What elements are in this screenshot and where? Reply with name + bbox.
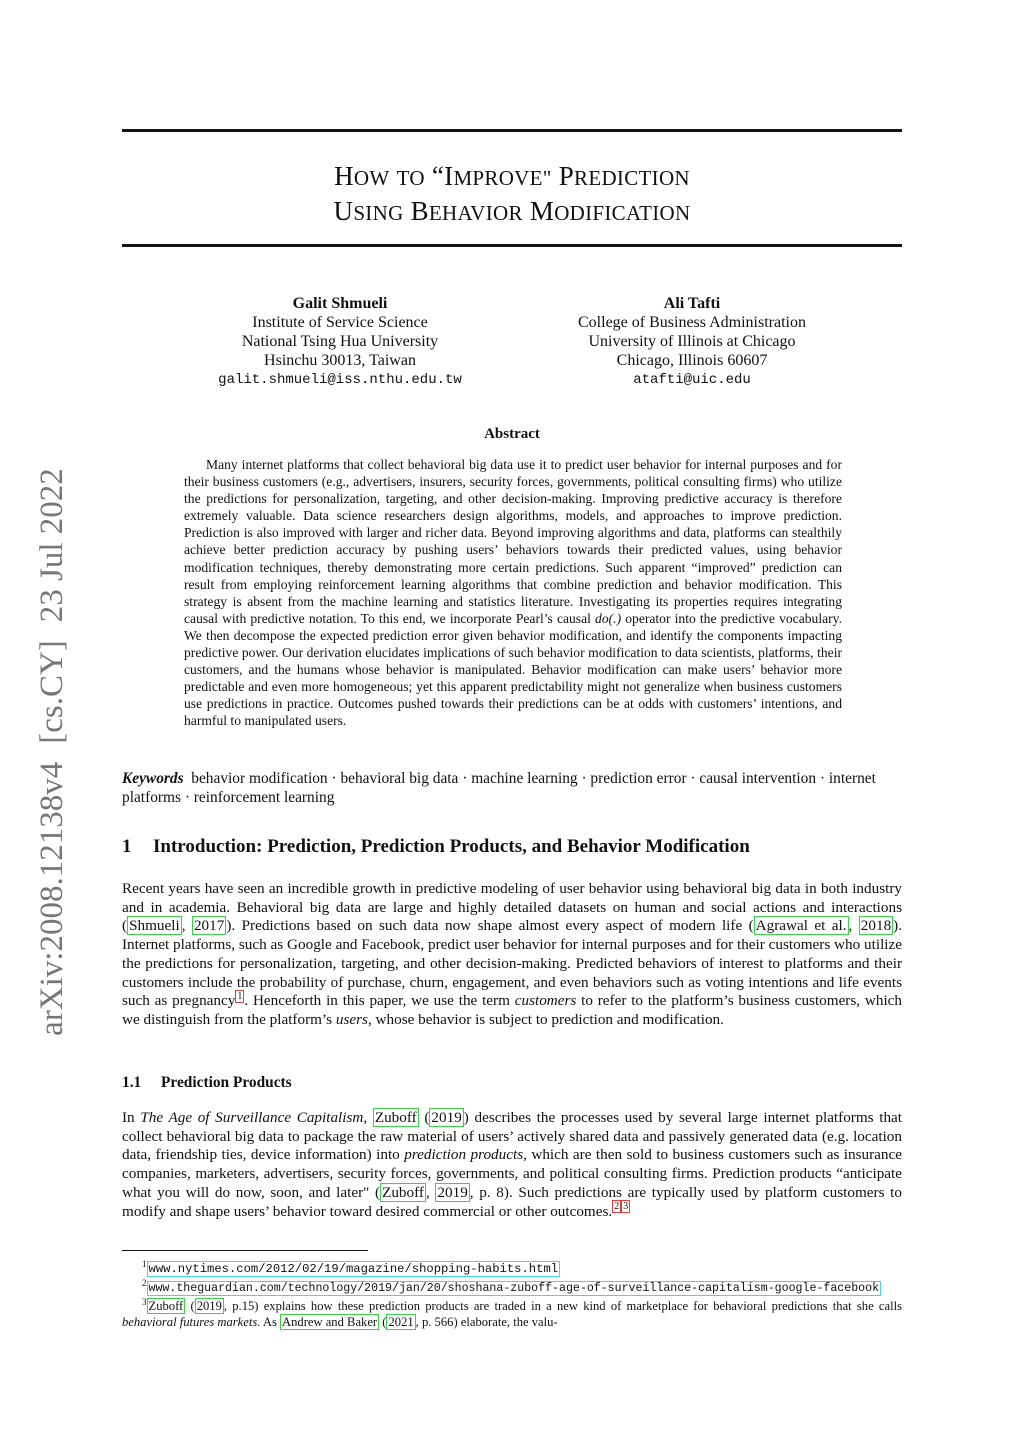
text-run: (: [185, 1299, 195, 1314]
arxiv-category: [cs.CY]: [34, 640, 70, 744]
abstract-heading: Abstract: [484, 426, 540, 442]
citation-link[interactable]: 2017: [193, 917, 225, 935]
citation-link[interactable]: 2019: [431, 1109, 462, 1126]
author-location: Chicago, Illinois 60607: [616, 352, 768, 369]
citation-link[interactable]: 2021: [388, 1315, 414, 1330]
author-affiliation: National Tsing Hua University: [241, 333, 439, 350]
title-rule-top: [122, 129, 902, 132]
author-block-1: [190, 294, 490, 390]
text-run: to refer to the platform’s business customers, which we distinguish from the platform’s: [122, 992, 902, 1028]
text-run: In: [122, 1109, 141, 1126]
footnote-1: [122, 1256, 922, 1277]
subsection-number: 1.1: [122, 1074, 142, 1091]
author-block-2: [542, 294, 842, 390]
citation-link[interactable]: Zuboff: [148, 1299, 184, 1314]
author-affiliation: College of Business Administration: [578, 314, 806, 331]
abstract-text: [184, 456, 842, 730]
text-run: . Henceforth in this paper, we use the term: [244, 992, 515, 1010]
text-run: ,: [363, 1109, 373, 1126]
abstract-part: operator into the predictive vocabulary. We then decompose the expected prediction error given behavior modification, and identify the components impacting predictive power. Our derivation elucidates implications of such behavior modification to data scientists, platforms, their customers, and the humans whose behavior is manipulated. Behavior modification can make users’ behavior more predictable and even more homogeneous; yet this apparent predictability might not generalize when business customers use predictions in practice. Outcomes pushed towards their predictions can be at odds with customers’ intentions, and harmful to manipulated users.: [184, 610, 842, 729]
text-run: ,: [848, 917, 859, 935]
footnote-ref[interactable]: 1: [237, 991, 243, 1003]
footnote-mark: 3: [142, 1297, 147, 1307]
emphasis: behavioral futures markets: [122, 1315, 258, 1330]
footnote-ref[interactable]: 3: [623, 1201, 629, 1213]
footnote-3: [122, 1294, 902, 1330]
title-line-1: HOW TO “IMPROVE" PREDICTION: [334, 161, 690, 191]
text-run: (: [379, 1315, 387, 1330]
footnote-url[interactable]: www.nytimes.com/2012/02/19/magazine/shopping-habits.html: [148, 1262, 559, 1277]
citation-link[interactable]: 2018: [860, 917, 892, 935]
arxiv-id: arXiv:2008.12138v4: [34, 761, 70, 1036]
text-run: , p.15) explains how these prediction products are traded in a new kind of marketplace for behavioral predictions that she calls: [223, 1299, 902, 1314]
footnote-url[interactable]: www.theguardian.com/technology/2019/jan/20/shoshana-zuboff-age-of-surveillance-capitalism-google-facebook: [148, 1282, 880, 1296]
citation-link[interactable]: Zuboff: [374, 1109, 417, 1126]
citation-link[interactable]: Andrew and Baker: [282, 1315, 378, 1330]
footnote-rule: [122, 1250, 368, 1251]
subsection-heading: [122, 1074, 902, 1092]
section-title: Introduction: Prediction, Prediction Products, and Behavior Modification: [153, 836, 750, 857]
keywords-list: behavior modification · behavioral big data · machine learning · prediction error · causal intervention · internet platforms · reinforcement learning: [122, 770, 876, 806]
author-name: Galit Shmueli: [292, 295, 388, 312]
author-email: atafti@uic.edu: [633, 372, 751, 388]
keywords: [122, 769, 902, 807]
author-affiliation: Institute of Service Science: [252, 314, 428, 331]
author-name: Ali Tafti: [663, 295, 721, 312]
emphasis: prediction products: [404, 1146, 524, 1164]
citation-link[interactable]: Agrawal et al.: [755, 917, 847, 935]
arxiv-stamp: [30, 452, 74, 1052]
keywords-label: Keywords: [122, 770, 184, 787]
text-run: ). Predictions based on such data now shape almost every aspect of modern life (: [226, 917, 754, 935]
text-run: , p. 566) elaborate, the valu-: [415, 1315, 558, 1330]
arxiv-date: 23 Jul 2022: [34, 468, 70, 623]
prediction-products-paragraph: [122, 1109, 902, 1221]
author-email: galit.shmueli@iss.nthu.edu.tw: [218, 372, 462, 388]
citation-link[interactable]: 2019: [437, 1183, 468, 1201]
text-run: , p. 8). Such predictions are typically used by platform customers to modify and shape users’ behavior toward desired commercial or other outcomes.: [122, 1183, 902, 1220]
title-rule-bottom: [122, 244, 902, 247]
emphasis: users: [335, 1010, 368, 1028]
paper-title: [122, 160, 902, 230]
section-number: 1: [122, 836, 132, 857]
text-run: . As: [257, 1315, 280, 1330]
author-affiliation: University of Illinois at Chicago: [588, 333, 796, 350]
citation-link[interactable]: Zuboff: [382, 1183, 424, 1201]
footnote-mark: 1: [142, 1259, 147, 1269]
emphasis: customers: [514, 992, 577, 1010]
footnote-ref[interactable]: 2: [614, 1201, 620, 1213]
title-line-2: USING BEHAVIOR MODIFICATION: [333, 196, 691, 226]
section-heading: [122, 836, 902, 858]
citation-link[interactable]: 2019: [196, 1299, 222, 1314]
text-run: (: [418, 1109, 430, 1126]
subsection-title: Prediction Products: [161, 1074, 292, 1091]
text-run: , which are then sold to business customers such as insurance companies, marketers, advertisers, security forces, governments, and political consulting firms. Prediction products “anticipate what you will do now, soon, and later" (: [122, 1146, 902, 1201]
citation-link[interactable]: Shmueli: [129, 917, 180, 935]
text-run: ,: [425, 1183, 436, 1201]
author-location: Hsinchu 30013, Taiwan: [264, 352, 416, 369]
text-run: Recent years have seen an incredible growth in predictive modeling of user behavior using behavioral big data in both industry and in academia. Behavioral big data are large and highly detailed datasets on human and social actions and interactions (: [122, 880, 902, 935]
text-run: ). Internet platforms, such as Google and Facebook, predict user behavior for internal purposes and for their customers who utilize the predictions for personalization, targeting, and other decision-making. Predicted behaviors of interest to platforms and their customers include the probability of purchase, churn, engagement, and even behaviors such as voting intentions and life events such as pregnancy: [122, 917, 903, 1010]
text-run: ,: [181, 917, 192, 935]
intro-paragraph: [122, 880, 902, 1030]
book-title: The Age of Surveillance Capitalism: [140, 1109, 364, 1126]
text-run: ) describes the processes used by several large internet platforms that collect behavioral big data to package the raw material of users’ actively shared data and passively generated data (e.g. location data, friendship ties, device information) into: [122, 1109, 902, 1164]
do-operator: do(.): [595, 610, 622, 626]
text-run: , whose behavior is subject to prediction and modification.: [367, 1010, 724, 1028]
footnote-mark: 2: [142, 1278, 147, 1288]
abstract-part: Many internet platforms that collect behavioral big data use it to predict user behavior for internal purposes and for their business customers (e.g., advertisers, insurers, security forces, governments, political consulting firms) who utilize the predictions for personalization, targeting, and other decision-making. Improving predictive accuracy is therefore extremely valuable. Data science researchers design algorithms, models, and approaches to improve prediction. Prediction is also improved with larger and richer data. Beyond improving algorithms and data, platforms can stealthily achieve better prediction accuracy by pushing users’ behaviors towards their predicted values, using behavior modification techniques, thereby demonstrating more certain predictions. Such apparent “improved” prediction can result from employing reinforcement learning algorithms that combine prediction and behavior modification. This strategy is absent from the machine learning and statistics literature. Investigating its properties requires integrating causal with predictive notation. To this end, we incorporate Pearl’s causal: [184, 457, 842, 626]
